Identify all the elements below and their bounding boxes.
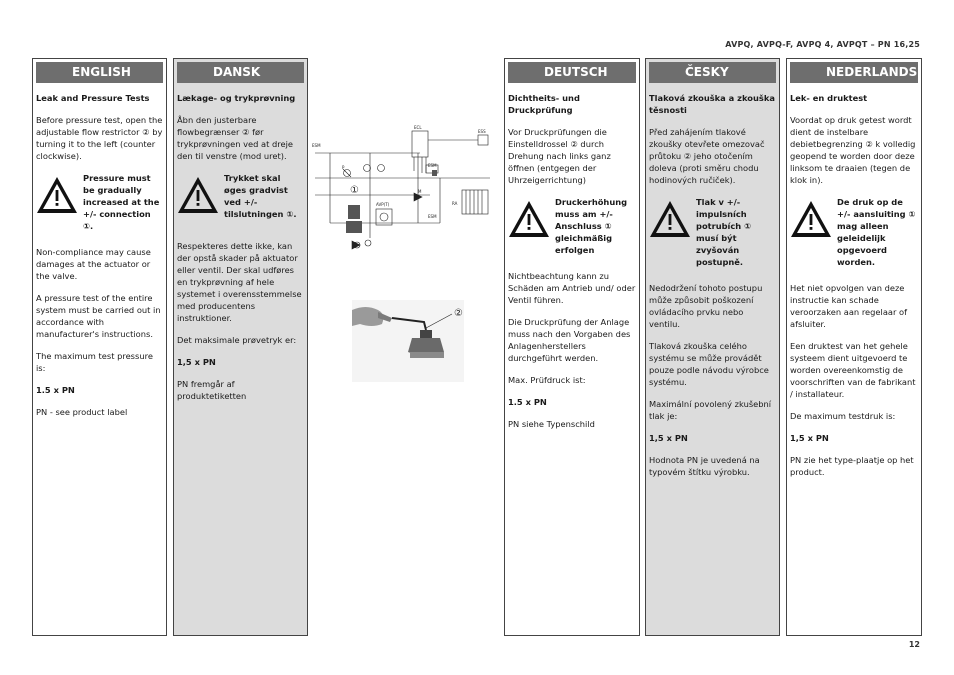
diagram-label-esm: ESM	[428, 214, 437, 219]
system-diagram	[310, 123, 497, 255]
column-heading: DANSK	[177, 62, 304, 83]
warning-text: Druckerhöhung muss am +/- Anschluss ① gleichmäßig erfolgen	[555, 197, 628, 255]
warning-triangle-icon	[177, 176, 219, 214]
section-subtitle: Tlaková zkouška a zkouška těsnosti	[649, 93, 775, 115]
paragraph: PN - see product label	[36, 407, 128, 417]
diagram-label-esm: ESM	[428, 163, 437, 168]
paragraph: Před zahájením tlakové zkoušky otevřete omezovač průtoku ② jeho otočením doleva (proti směru chodu hodinových ručiček).	[649, 127, 765, 185]
warning-text: De druk op de +/- aansluiting ① mag alleen geleidelijk opgevoerd worden.	[837, 197, 916, 267]
paragraph: PN zie het type-plaatje op het product.	[790, 455, 914, 477]
column-english	[32, 58, 167, 636]
paragraph: Non-compliance may cause damages at the actuator or the valve.	[36, 247, 151, 281]
warning-block	[790, 196, 918, 268]
diagram-marker: ①	[350, 185, 359, 196]
column-heading: NEDERLANDS	[790, 62, 918, 83]
diagram-label-ess: ESS	[478, 129, 486, 134]
column-cesky	[645, 58, 780, 636]
photo-marker: ②	[454, 308, 463, 319]
warning-triangle-icon	[508, 200, 550, 238]
warning-triangle-icon	[36, 176, 78, 214]
paragraph: Before pressure test, open the adjustable flow restrictor ② by turning it to the left (counter clockwise).	[36, 115, 163, 161]
column-heading: ENGLISH	[36, 62, 163, 83]
page-number: 12	[908, 640, 920, 649]
paragraph: Nedodržení tohoto postupu může způsobit poškození ovládacího prvku nebo ventilu.	[649, 283, 763, 329]
section-subtitle: Lek- en druktest	[790, 93, 868, 103]
paragraph: Hodnota PN je uvedená na typovém štítku výrobku.	[649, 455, 760, 477]
section-subtitle: Leak and Pressure Tests	[36, 93, 150, 103]
diagram-label-ecu: ECL	[414, 125, 422, 130]
section-subtitle: Dichtheits- und Druckprüfung	[508, 93, 580, 115]
warning-block	[177, 172, 304, 226]
test-pressure-value: 1,5 x PN	[649, 433, 688, 443]
column-dansk	[173, 58, 308, 636]
paragraph: Nichtbeachtung kann zu Schäden am Antrieb und/ oder Ventil führen.	[508, 271, 636, 305]
paragraph: The maximum test pressure is:	[36, 351, 153, 373]
diagram-label-m: M	[418, 189, 422, 194]
paragraph: Die Druckprüfung der Anlage muss nach den Vorgaben des Anlagenherstellers durchgeführt werden.	[508, 317, 631, 363]
warning-triangle-icon	[790, 200, 832, 238]
warning-text: Trykket skal øges gradvist ved +/- tilslutningen ①.	[224, 173, 297, 219]
paragraph: A pressure test of the entire system must be carried out in accordance with manufacturer's instructions.	[36, 293, 161, 339]
column-heading: ČESKY	[649, 62, 776, 83]
paragraph: Tlaková zkouška celého systému se může provádět pouze podle návodu výrobce systému.	[649, 341, 769, 387]
paragraph: Vor Druckprüfungen die Einstelldrossel ② durch Drehung nach links ganz öffnen (entgegen der Uhrzeigerrichtung)	[508, 127, 611, 185]
paragraph: Maximální povolený zkušební tlak je:	[649, 399, 772, 421]
column-deutsch	[504, 58, 640, 636]
column-nederlands	[786, 58, 922, 636]
column-heading: DEUTSCH	[508, 62, 636, 83]
document-reference: AVPQ, AVPQ-F, AVPQ 4, AVPQT – PN 16,25	[725, 40, 920, 49]
paragraph: Voordat op druk getest wordt dient de instelbare debietbegrenzing ② k volledig geopend te worden door deze linksom te draaien (tegen de klok in).	[790, 115, 916, 185]
test-pressure-value: 1.5 x PN	[36, 385, 75, 395]
test-pressure-value: 1,5 x PN	[177, 357, 216, 367]
paragraph: PN siehe Typenschild	[508, 419, 595, 429]
paragraph: Een druktest van het gehele systeem dient uitgevoerd te worden overeenkomstig de voorschriften van de fabrikant / installateur.	[790, 341, 916, 399]
paragraph: De maximum testdruk is:	[790, 411, 896, 421]
diagram-label-avp: AVP(T)	[376, 202, 390, 207]
section-subtitle: Lækage- og trykprøvning	[177, 93, 296, 103]
test-pressure-value: 1.5 x PN	[508, 397, 547, 407]
test-pressure-value: 1,5 x PN	[790, 433, 829, 443]
paragraph: Het niet opvolgen van deze instructie kan schade veroorzaken aan regelaar of afsluiter.	[790, 283, 908, 329]
warning-block	[649, 196, 776, 268]
diagram-label-esm: ESM	[312, 143, 321, 148]
paragraph: Åbn den justerbare flowbegrænser ② før trykprøvningen ved at dreje den til venstre (mod uret).	[177, 115, 294, 161]
warning-triangle-icon	[649, 200, 691, 238]
warning-text: Tlak v +/- impulsních potrubích ① musí být zvyšován postupně.	[696, 197, 752, 267]
warning-text: Pressure must be gradually increased at the +/- connection ①.	[83, 173, 160, 231]
warning-block	[36, 172, 163, 232]
adjustment-photo	[352, 300, 464, 382]
paragraph: PN fremgår af produktetiketten	[177, 379, 247, 401]
paragraph: Max. Prüfdruck ist:	[508, 375, 586, 385]
paragraph: Det maksimale prøvetryk er:	[177, 335, 297, 345]
warning-block	[508, 196, 636, 256]
diagram-label-ra: RA	[452, 201, 458, 206]
diagram-label-pump: P	[342, 165, 345, 170]
paragraph: Respekteres dette ikke, kan der opstå skader på aktuator eller ventil. Der skal udføres en trykprøvning af hele systemet i overensstemmelse med producentens instruktioner.	[177, 241, 302, 323]
